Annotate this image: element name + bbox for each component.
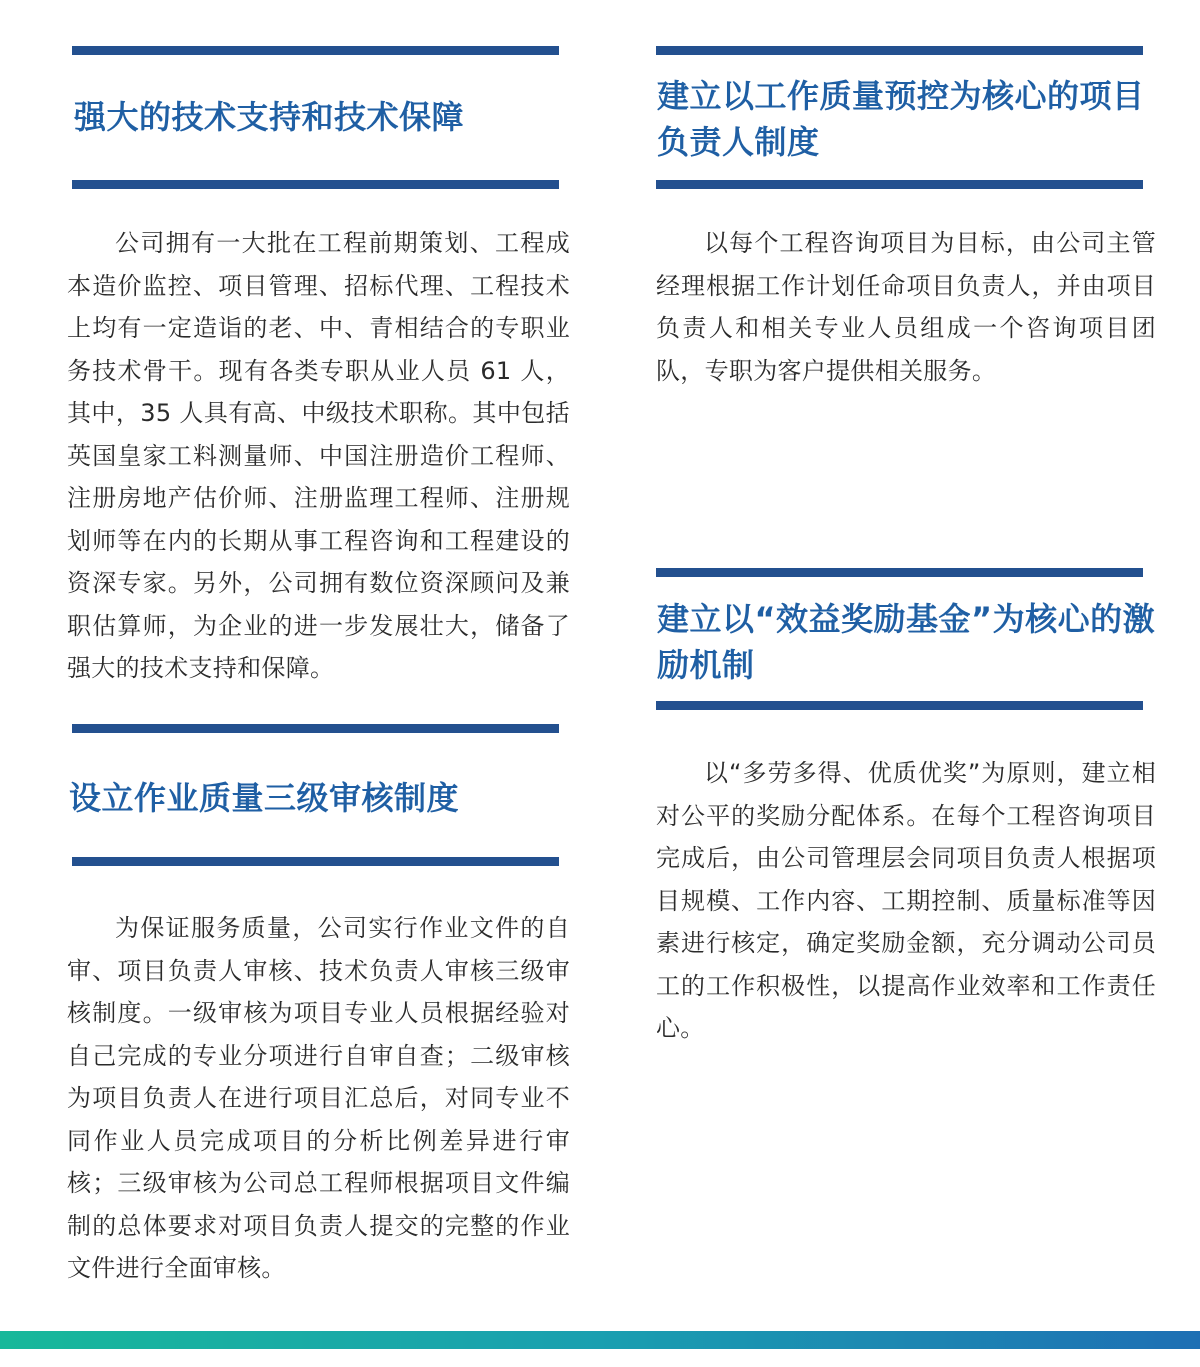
section-2-top-rule — [72, 724, 559, 733]
section-4-top-rule — [656, 568, 1143, 577]
section-1-title: 强大的技术支持和技术保障 — [74, 98, 465, 136]
section-1-bottom-rule — [72, 180, 559, 189]
section-1-top-rule — [72, 46, 559, 55]
section-3-title: 建立以工作质量预控为核心的项目负责人制度 — [657, 77, 1145, 161]
section-2-title: 设立作业质量三级审核制度 — [69, 779, 460, 817]
section-3-bottom-rule — [656, 180, 1143, 189]
section-2-bottom-rule — [72, 857, 559, 866]
section-4-body: 以“多劳多得、优质优奖”为原则，建立相对公平的奖励分配体系。在每个工程咨询项目完成后，由公司管理层会同项目负责人根据项目规模、工作内容、工期控制、质量标准等因素进行核定，确定奖励金额，充分调动公司员工的工作积极性，以提高作业效率和工作责任心。 — [656, 759, 1156, 1042]
section-1-body: 公司拥有一大批在工程前期策划、工程成本造价监控、项目管理、招标代理、工程技术上均有一定造诣的老、中、青相结合的专职业务技术骨干。现有各类专职从业人员 61 人，其中，35 人具有高、中级技术职称。其中包括英国皇家工料测量师、中国注册造价工程师、注册房地产估价师、注册监理工程师、注册规划师等在内的长期从事工程咨询和工程建设的资深专家。另外，公司拥有数位资深顾问及兼职估算师，为企业的进一步发展壮大，储备了强大的技术支持和保障。 — [67, 229, 570, 682]
section-4-title: 建立以“效益奖励基金”为核心的激励机制 — [657, 600, 1156, 684]
section-3-top-rule — [656, 46, 1143, 55]
section-2-body: 为保证服务质量，公司实行作业文件的自审、项目负责人审核、技术负责人审核三级审核制度。一级审核为项目专业人员根据经验对自己完成的专业分项进行自审自查；二级审核为项目负责人在进行项目汇总后，对同专业不同作业人员完成项目的分析比例差异进行审核；三级审核为公司总工程师根据项目文件编制的总体要求对项目负责人提交的完整的作业文件进行全面审核。 — [67, 914, 570, 1282]
section-3-body: 以每个工程咨询项目为目标，由公司主管经理根据工作计划任命项目负责人，并由项目负责人和相关专业人员组成一个咨询项目团队，专职为客户提供相关服务。 — [656, 229, 1156, 385]
section-4-bottom-rule — [656, 701, 1143, 710]
footer-gradient-bar — [0, 1331, 1200, 1349]
